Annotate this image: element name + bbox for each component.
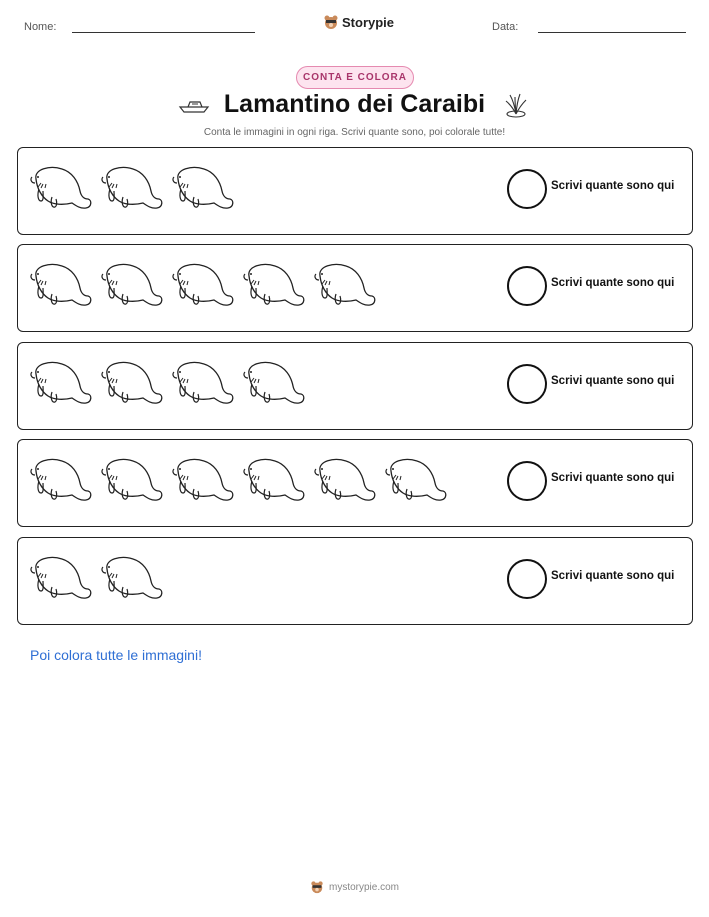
manatee-icon[interactable] xyxy=(170,358,235,406)
name-field-line[interactable] xyxy=(72,32,255,33)
answer-prompt: Scrivi quante sono qui xyxy=(551,277,675,289)
manatee-icon[interactable] xyxy=(312,455,377,503)
manatee-group xyxy=(28,358,306,406)
brand-logo xyxy=(323,14,394,30)
manatee-icon[interactable] xyxy=(28,553,93,601)
counting-row xyxy=(17,342,693,430)
manatee-group xyxy=(28,163,235,211)
footer-url: mystorypie.com xyxy=(328,881,399,893)
manatee-icon[interactable] xyxy=(383,455,448,503)
activity-badge: CONTA E COLORA xyxy=(296,66,414,89)
manatee-icon[interactable] xyxy=(99,553,164,601)
answer-circle[interactable] xyxy=(507,169,547,209)
instructions: Conta le immagini in ogni riga. Scrivi quante sono, poi colorale tutte! xyxy=(203,127,506,138)
counting-row xyxy=(17,244,693,332)
manatee-icon[interactable] xyxy=(99,163,164,211)
manatee-icon[interactable] xyxy=(99,455,164,503)
answer-circle[interactable] xyxy=(507,559,547,599)
manatee-icon[interactable] xyxy=(99,260,164,308)
manatee-icon[interactable] xyxy=(241,455,306,503)
manatee-icon[interactable] xyxy=(170,455,235,503)
answer-prompt: Scrivi quante sono qui xyxy=(551,375,675,387)
name-label: Nome: xyxy=(24,21,57,33)
manatee-icon[interactable] xyxy=(241,260,306,308)
manatee-group xyxy=(28,455,448,503)
manatee-icon[interactable] xyxy=(99,358,164,406)
manatee-icon[interactable] xyxy=(170,163,235,211)
manatee-group xyxy=(28,553,164,601)
manatee-icon[interactable] xyxy=(170,260,235,308)
counting-row xyxy=(17,147,693,235)
answer-circle[interactable] xyxy=(507,364,547,404)
manatee-icon[interactable] xyxy=(28,358,93,406)
manatee-icon[interactable] xyxy=(312,260,377,308)
date-field-line[interactable] xyxy=(538,32,686,33)
answer-prompt: Scrivi quante sono qui xyxy=(551,472,675,484)
answer-prompt: Scrivi quante sono qui xyxy=(551,570,675,582)
page-title: Lamantino dei Caraibi xyxy=(223,90,486,118)
manatee-icon[interactable] xyxy=(28,260,93,308)
counting-row xyxy=(17,537,693,625)
manatee-icon[interactable] xyxy=(28,163,93,211)
bear-logo-icon xyxy=(310,880,324,894)
answer-circle[interactable] xyxy=(507,461,547,501)
answer-prompt: Scrivi quante sono qui xyxy=(551,180,675,192)
manatee-icon[interactable] xyxy=(28,455,93,503)
manatee-icon[interactable] xyxy=(241,358,306,406)
footer xyxy=(0,880,709,894)
brand-name: Storypie xyxy=(342,14,395,30)
date-label: Data: xyxy=(492,21,519,33)
seagrass-icon xyxy=(502,92,530,118)
answer-circle[interactable] xyxy=(507,266,547,306)
bear-logo-icon xyxy=(323,14,339,30)
manatee-group xyxy=(28,260,377,308)
counting-row xyxy=(17,439,693,527)
coloring-instruction: Poi colora tutte le immagini! xyxy=(30,647,202,663)
